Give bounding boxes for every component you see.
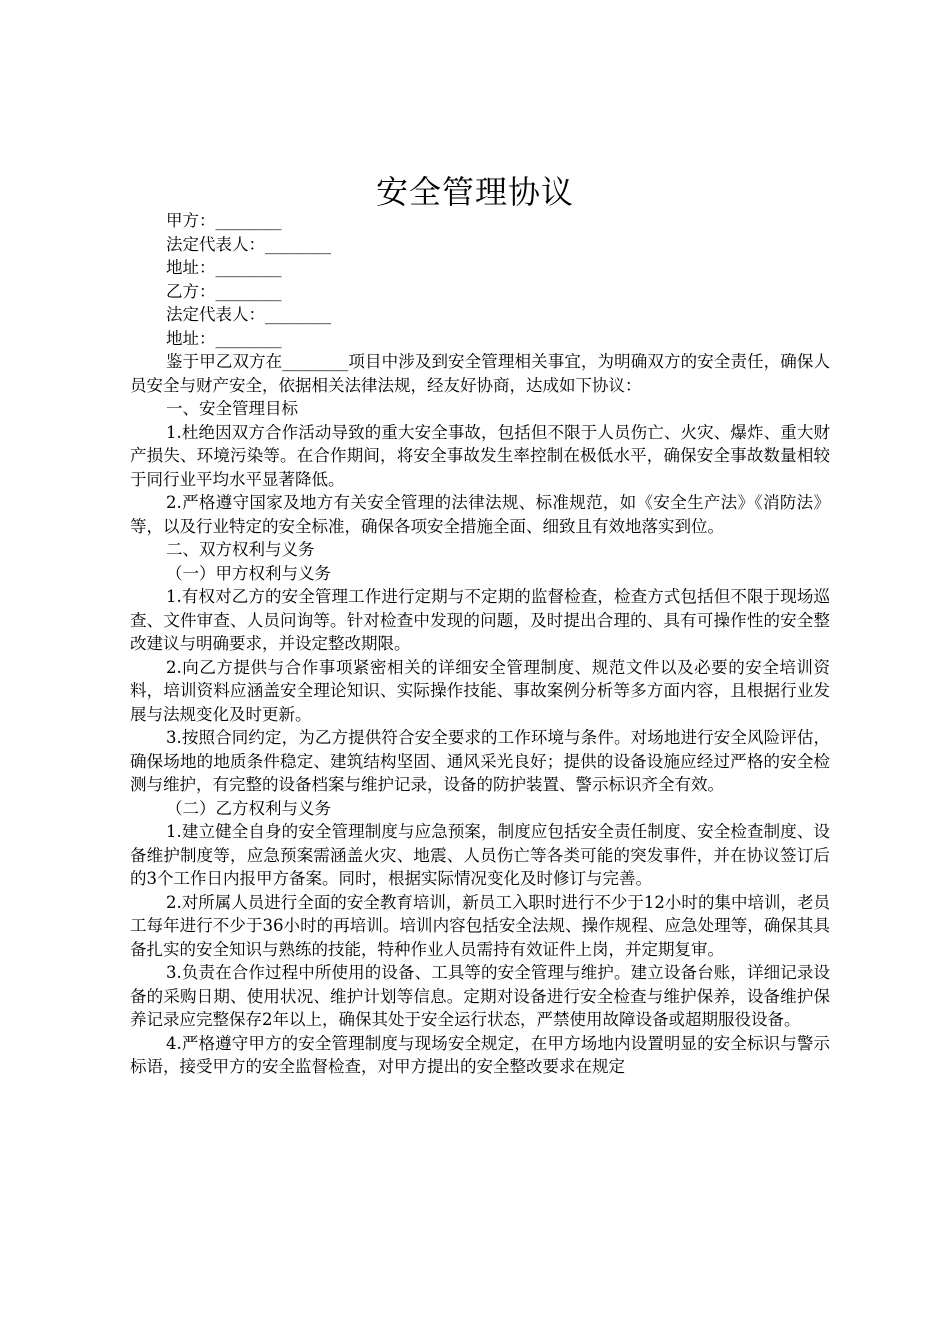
- party-a-representative: 法定代表人：________: [166, 234, 331, 254]
- party-b-representative: 法定代表人：________: [166, 305, 331, 324]
- section-heading: 二、双方权利与义务: [166, 540, 315, 559]
- document-body: [130, 209, 830, 1079]
- party-b-item: 3.负责在合作过程中所使用的设备、工具等的安全管理与维护。建立设备台账，详细记录设备的采购日期、使用状况、维护计划等信息。定期对设备进行安全检查与维护保养，设备维护保养记录应完整保存2年以上，确保其处于安全运行状态，严禁使用故障设备或超期服役设备。: [130, 963, 830, 1029]
- party-a-item: 3.按照合同约定，为乙方提供符合安全要求的工作环境与条件。对场地进行安全风险评估，确保场地的地质条件稳定、建筑结构坚固、通风采光良好；提供的设备设施应经过严格的安全检测与维护，有完整的设备档案与维护记录，设备的防护装置、警示标识齐全有效。: [130, 728, 830, 794]
- party-b-address: 地址：________: [166, 328, 282, 348]
- section-heading: 一、安全管理目标: [166, 399, 298, 418]
- intro-paragraph: 鉴于甲乙双方在________项目中涉及到安全管理相关事宜，为明确双方的安全责任，确保人员安全与财产安全，依据相关法律法规，经友好协商，达成如下协议：: [130, 352, 830, 395]
- subsection-heading: （一）甲方权利与义务: [166, 563, 331, 583]
- section1-item: 2.严格遵守国家及地方有关安全管理的法律法规、标准规范，如《安全生产法》《消防法》等，以及行业特定的安全标准，确保各项安全措施全面、细致且有效地落实到位。: [130, 493, 830, 536]
- party-b-name: 乙方：________: [166, 281, 282, 301]
- section1-item: 1.杜绝因双方合作活动导致的重大安全事故，包括但不限于人员伤亡、火灾、爆炸、重大财产损失、环境污染等。在合作期间，将安全事故发生率控制在极低水平，确保安全事故数量相较于同行业平均水平显著降低。: [130, 422, 830, 489]
- party-b-item: 1.建立健全自身的安全管理制度与应急预案，制度应包括安全责任制度、安全检查制度、设备维护制度等，应急预案需涵盖火灾、地震、人员伤亡等各类可能的突发事件，并在协议签订后的3个工作日内报甲方备案。同时，根据实际情况变化及时修订与完善。: [130, 822, 830, 888]
- document-title: 安全管理协议: [375, 173, 574, 211]
- subsection-heading: （二）乙方权利与义务: [166, 798, 331, 818]
- party-a-item: 1.有权对乙方的安全管理工作进行定期与不定期的监督检查，检查方式包括但不限于现场巡查、文件审查、人员问询等。针对检查中发现的问题，及时提出合理的、具有可操作性的安全整改建议与明确要求，并设定整改期限。: [130, 587, 830, 653]
- party-b-item: 4.严格遵守甲方的安全管理制度与现场安全规定，在甲方场地内设置明显的安全标识与警示标语，接受甲方的安全监督检查，对甲方提出的安全整改要求在规定: [130, 1033, 830, 1076]
- party-a-address: 地址：________: [166, 258, 282, 277]
- party-a-item: 2.向乙方提供与合作事项紧密相关的详细安全管理制度、规范文件以及必要的安全培训资料，培训资料应涵盖安全理论知识、实际操作技能、事故案例分析等多方面内容，且根据行业发展与法规变化及时更新。: [130, 657, 830, 724]
- party-a-name: 甲方：________: [166, 211, 282, 230]
- party-b-item: 2.对所属人员进行全面的安全教育培训，新员工入职时进行不少于12小时的集中培训，老员工每年进行不少于36小时的再培训。培训内容包括安全法规、操作规程、应急处理等，确保其具备扎实的安全知识与熟练的技能，特种作业人员需持有效证件上岗，并定期复审。: [130, 892, 830, 959]
